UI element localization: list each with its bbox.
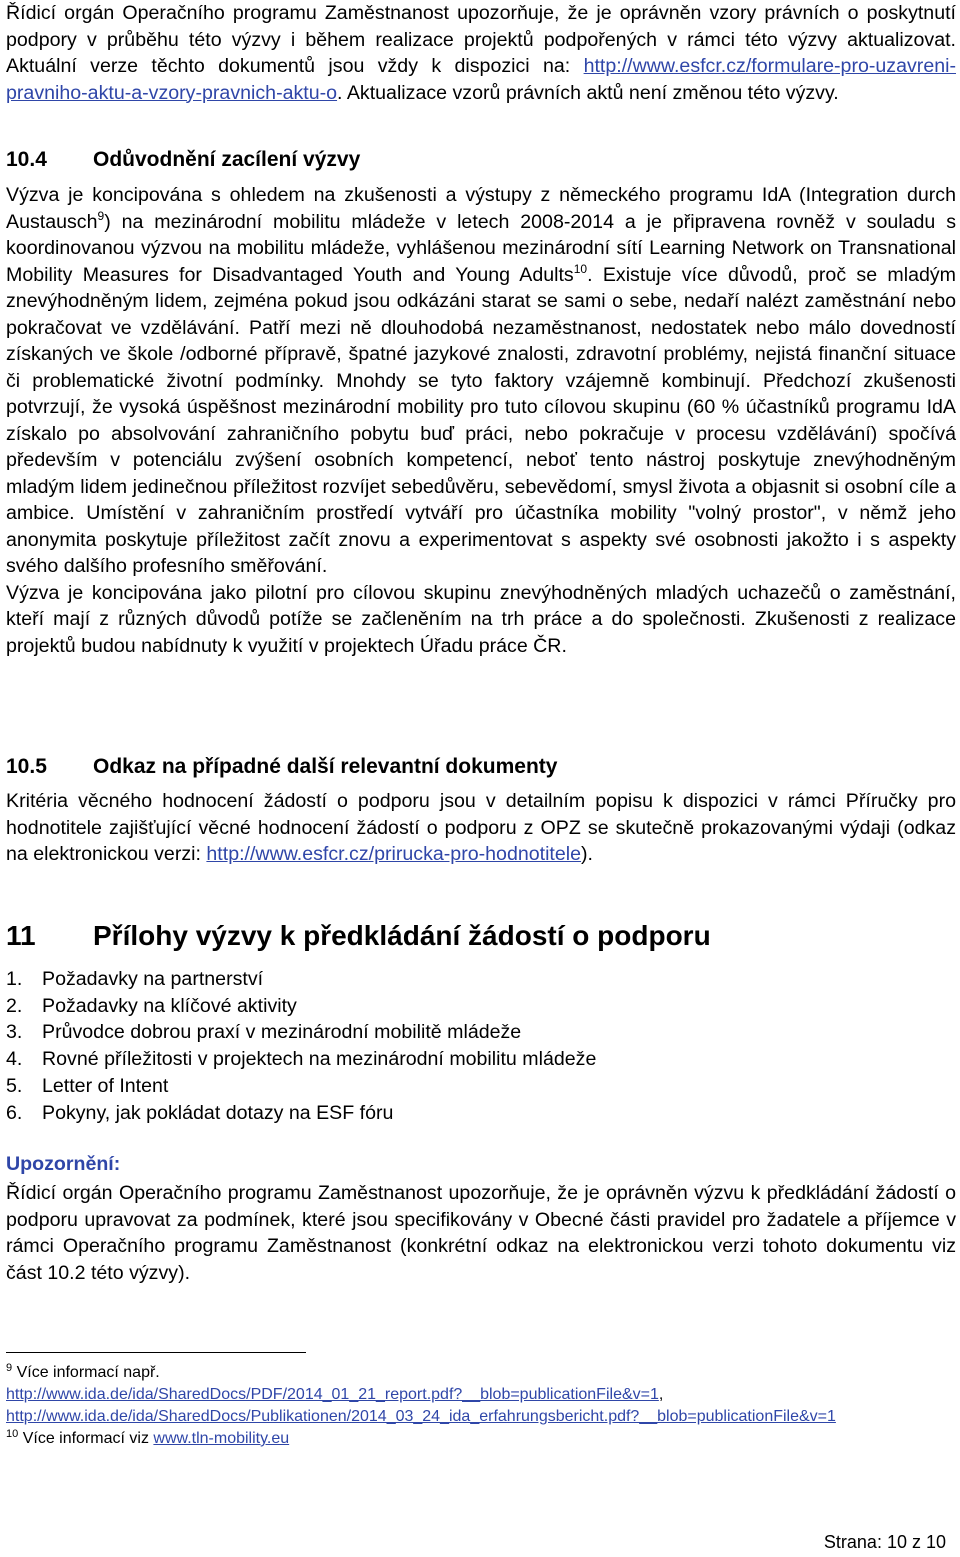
section-10-4-body	[6, 182, 956, 659]
attachments-list	[6, 966, 596, 1126]
list-item-number: 1.	[6, 968, 23, 990]
list-item	[6, 993, 596, 1020]
list-item-number: 5.	[6, 1074, 23, 1097]
list-item-label: Rovné příležitosti v projektech na mezinárodní mobilitu mládeže	[42, 1048, 597, 1071]
page-number: Strana: 10 z 10	[823, 1532, 946, 1552]
footnote-ref-9[interactable]: 9	[97, 208, 105, 223]
footnotes	[6, 1362, 956, 1450]
footnote-link[interactable]: http://www.ida.de/ida/SharedDocs/PDF/2014_01_21_report.pdf?__blob=publicationFile&v=1	[6, 1386, 659, 1403]
prirucka-link[interactable]: http://www.esfcr.cz/prirucka-pro-hodnotitele	[206, 843, 582, 865]
list-item	[6, 966, 596, 993]
section-title: Odkaz na případné další relevantní dokumenty	[93, 755, 558, 778]
list-item-number: 4.	[6, 1048, 23, 1071]
section-title: Odůvodnění zacílení výzvy	[93, 148, 361, 171]
list-item-label: Požadavky na klíčové aktivity	[42, 994, 297, 1017]
section-number: 10.4	[6, 148, 47, 171]
intro-after-link: . Aktualizace vzorů právních aktů není změnou této výzvy.	[337, 81, 839, 104]
footnote-separator: ,	[658, 1386, 664, 1403]
list-item-number: 6.	[6, 1101, 23, 1124]
list-item-number: 3.	[6, 1021, 23, 1044]
footnote-divider	[6, 1352, 306, 1353]
paragraph: Výzva je koncipována jako pilotní pro cílovou skupinu znevýhodněných mladých uchazečů o zaměstnání, kteří mají z různých důvodů potíže se začleněním na trh práce a do společnosti. Zkušenosti z realizace projektů budou nabídnuty k využití v projektech Úřadu práce ČR.	[6, 581, 956, 657]
footnote-link[interactable]: http://www.ida.de/ida/SharedDocs/Publikationen/2014_03_24_ida_erfahrungsbericht.pdf?__blob=publicationFile&v=1	[6, 1408, 836, 1425]
list-item-label: Průvodce dobrou praxí v mezinárodní mobilitě mládeže	[42, 1021, 522, 1044]
intro-link[interactable]: http://www.esfcr.cz/formulare-pro-uzavreni-pravniho-aktu-a-vzory-pravnich-aktu-o	[6, 55, 956, 104]
list-item-label: Požadavky na partnerství	[42, 968, 264, 990]
footnote-9-links	[6, 1384, 956, 1406]
section-10-5-heading	[6, 755, 557, 779]
paragraph-text: Výzva je koncipována s ohledem na zkušenosti a výstupy z německého programu IdA (Integration durch Austausch	[6, 184, 956, 233]
section-11-heading	[6, 920, 711, 952]
footnote-9-link2-row	[6, 1406, 956, 1428]
footnote-10	[6, 1428, 956, 1450]
section-title: Přílohy výzvy k předkládání žádostí o podporu	[93, 920, 711, 951]
list-item	[6, 1100, 596, 1127]
footnote-9	[6, 1362, 956, 1384]
footnote-number: 9	[6, 1362, 13, 1374]
list-item	[6, 1073, 596, 1100]
upozorneni-title: Upozornění:	[6, 1153, 121, 1175]
paragraph	[6, 182, 956, 580]
upozorneni-text: Řídicí orgán Operačního programu Zaměstnanost upozorňuje, že je oprávněn výzvu k předkládání žádostí o podporu upravovat za podmínek, které jsou specifikovány v Obecné části pravidel pro žadatele a příjemce v rámci Operačního programu Zaměstnanost (konkrétní odkaz na elektronickou verzi tohoto dokumentu viz část 10.2 této výzvy).	[6, 1182, 956, 1284]
section-10-4-heading	[6, 148, 360, 172]
paragraph-text: ) na mezinárodní mobilitu mládeže v letech 2008-2014 a je připravena rovněž v souladu s koordinovanou výzvou na mobilitu mládeže, vyhlášenou mezinárodní sítí Learning Network on Transnational Mobility Measures for Disadvantaged Youth and Young Adults	[6, 210, 956, 286]
paragraph-text: Kritéria věcného hodnocení žádostí o podporu jsou v detailním popisu k dispozici v rámci Příručky pro hodnotitele zajišťující věcné hodnocení žádostí o podporu z OPZ se skutečně prokazovanými výdaji (odkaz na elektronickou verzi:	[6, 790, 956, 865]
footnote-link[interactable]: www.tln-mobility.eu	[153, 1430, 290, 1447]
footnote-ref-10[interactable]: 10	[573, 261, 588, 276]
footnote-text: Více informací viz	[18, 1430, 154, 1447]
list-item-label: Pokyny, jak pokládat dotazy na ESF fóru	[42, 1101, 394, 1124]
list-item-label: Letter of Intent	[42, 1074, 169, 1097]
footnote-text: Více informací např.	[12, 1364, 160, 1381]
list-item	[6, 1019, 596, 1046]
paragraph-text: . Existuje více důvodů, proč se mladým znevýhodněným lidem, zejména pokud jsou odkázáni starat se sami o sebe, nedaří nalézt zaměstnání nebo pokračovat ve vzdělávání. Patří mezi ně dlouhodobá nezaměstnanost, nedostatek nebo málo dovedností získaných ve škole /odborné přípravě, špatné jazykové znalosti, zdravotní problémy, nejistá finanční situace či problematické životní podmínky. Mnohdy se tyto faktory vzájemně kombinují. Předchozí zkušenosti potvrzují, že vysoká úspěšnost mezinárodní mobility pro tuto cílovou skupinu (60 % účastníků programu IdA získalo po absolvování zahraničního pobytu buď práci, nebo pokračuje v procesu vzdělávání) spočívá především v potenciálu zvýšení osobních kompetencí, neboť tento nástroj poskytuje znevýhodněným mladým lidem jedinečnou příležitost rozvíjet sebedůvěru, sebevědomí, smysl života a objasnit si osobní cíle a ambice. Umístění v zahraničním prostředí vytváří pro účastníka mobility "volný prostor", v němž jeho anonymita poskytuje příležitost začít znovu a experimentovat s aspekty své osobnosti jakožto i s aspekty svého dalšího profesního směřování.	[6, 263, 956, 577]
footnote-number: 10	[6, 1428, 19, 1440]
section-10-5-body	[6, 788, 956, 868]
paragraph-text: ).	[581, 843, 593, 865]
list-item-number: 2.	[6, 994, 23, 1017]
intro-paragraph	[6, 0, 956, 106]
intro-text: Řídicí orgán Operačního programu Zaměstnanost upozorňuje, že je oprávněn vzory právních o poskytnutí podpory v průběhu této výzvy i během realizace projektů podpořených v rámci této výzvy aktualizovat. Aktuální verze těchto dokumentů jsou vždy k dispozici na:	[6, 2, 956, 77]
section-number: 10.5	[6, 755, 47, 778]
list-item	[6, 1046, 596, 1073]
section-number: 11	[6, 920, 36, 951]
